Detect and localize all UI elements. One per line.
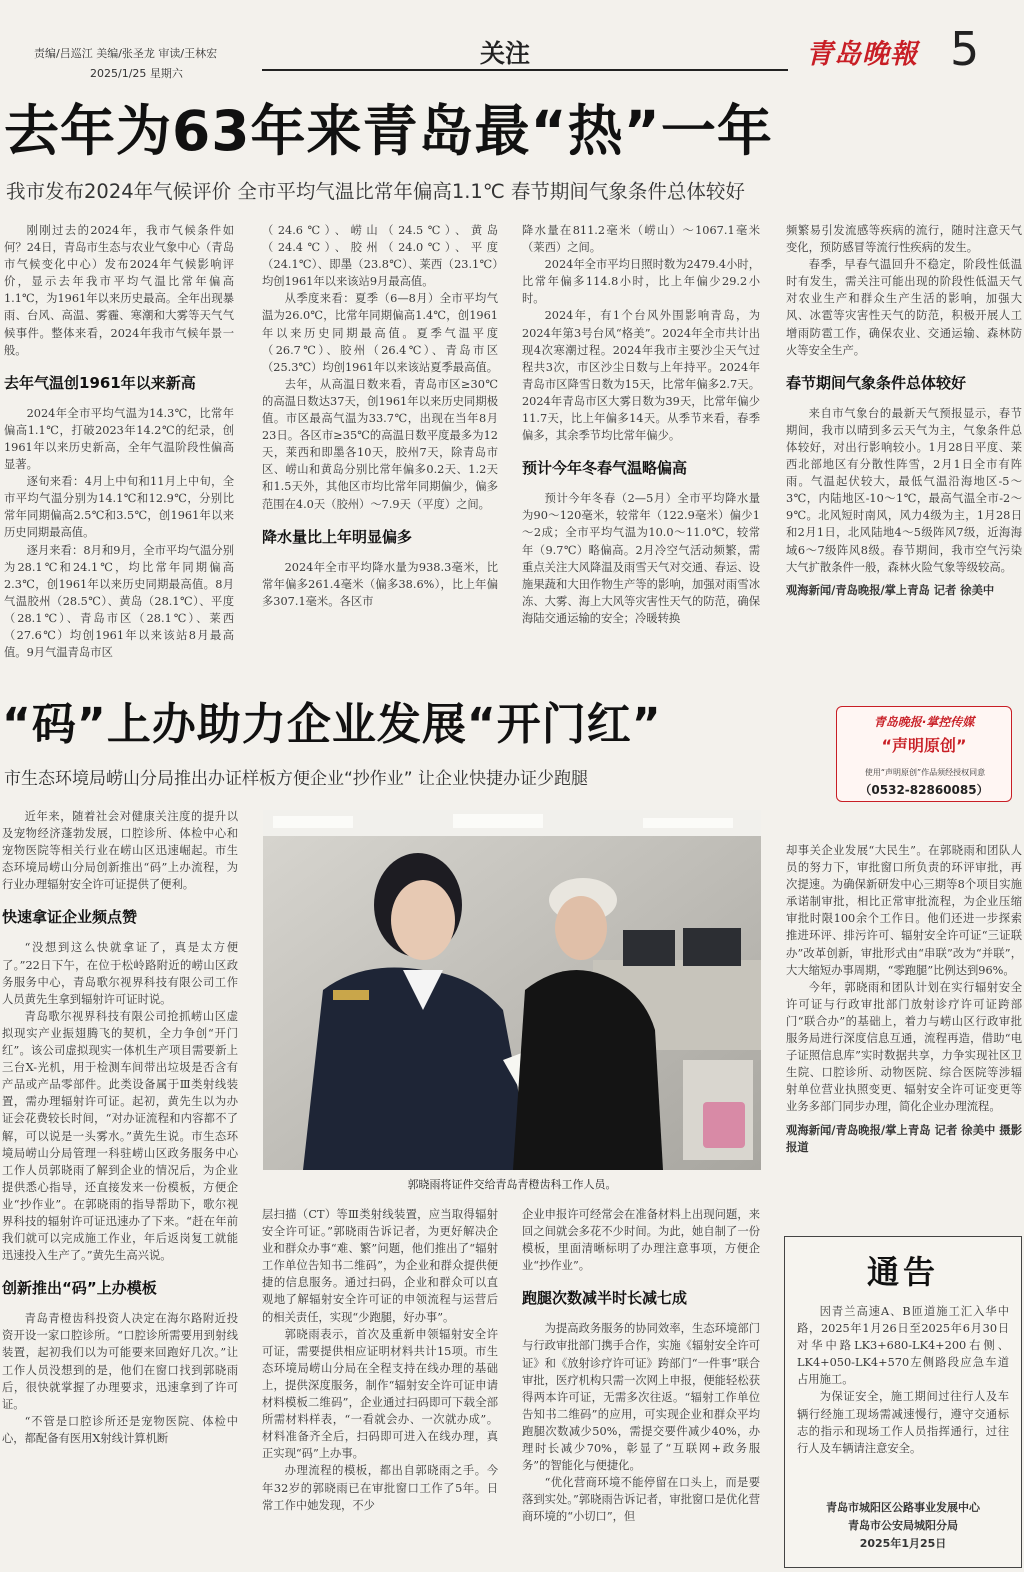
article1-title: 去年为63年来青岛最“热”一年 [4,99,773,163]
article1-subtitle: 我市发布2024年气候评价 全市平均气温比常年偏高1.1℃ 春节期间气象条件总体较好 [6,180,745,203]
article2-byline: 观海新闻/青岛晚报/掌上青岛 记者 徐美中 摄影报道 [786,1123,1022,1154]
paragraph: 从季度来看：夏季（6—8月）全市平均气温为26.0℃，比常年同期偏高1.4℃，创1961年以来历史同期最高值。夏季气温平度（26.7℃）、胶州（26.4℃）、青岛市区（25.3℃）均创1961年以来该站夏季最高值。 [262,292,498,374]
issue-date: 2025/1/25 星期六 [90,67,183,80]
stamp-brand: 青岛晚报·掌控传媒 [873,715,975,729]
article1-heading-forecast: 预计今年冬春气温略偏高 [522,459,688,478]
original-statement-stamp [836,706,1012,802]
notice-body [785,1293,1021,1529]
stamp-phone: （0532-82860085） [859,783,989,797]
article1-byline: 观海新闻/青岛晚报/掌上青岛 记者 徐美中 [786,583,995,597]
article1-column-2 [262,222,498,674]
traffic-notice [784,1236,1022,1568]
notice-title: 通告 [866,1253,939,1291]
photo-illustration [263,810,761,1170]
news-photo [263,810,761,1170]
paragraph: （24.6℃）、崂山（24.5℃）、黄岛（24.4℃）、胶州（24.0℃）、平度（24.1℃）、即墨（23.8℃）、莱西（23.1℃）均创1961年以来该站9月最高值。 [262,224,498,289]
paragraph: 频繁易引发流感等疾病的流行，随时注意天气变化，预防感冒等流行性疾病的发生。 [786,224,1022,255]
paragraph: 办理流程的模板，都出自郭晓雨之手。今年32岁的郭晓雨已在审批窗口工作了5年。日常工作中她发现，不少 [262,1464,498,1512]
article2-subtitle: 市生态环境局崂山分局推出办证样板方便企业“抄作业” 让企业快捷办证少跑腿 [4,769,589,789]
paragraph: “没想到这么快就拿证了，真是太方便了。”22日下午，在位于松岭路附近的崂山区政务服务中心，青岛歌尔视界科技有限公司工作人员黄先生拿到辐射许可证时说。 [2,941,238,1006]
stamp-label: “声明原创” [881,736,967,755]
paragraph: 预计今年冬春（2—5月）全市平均降水量为90～120毫米，较常年（122.9毫米）偏少1～2成；全市平均气温为10.0～11.0℃，较常年（9.7℃）略偏高。2月冷空气活动频繁，需重点关注大风降温及雨雪天气对交通、春运、设施果蔬和大田作物生产等的影响，加强对雨雪冰冻、大雾、海上大风等灾害性天气的防范，确保海陆交通运输的安全；冷暖转换 [522,492,760,625]
article2-heading-template: 创新推出“码”上办模板 [2,1279,157,1298]
paragraph: 2024年全市平均日照时数为2479.4小时，比常年偏多114.8小时，比上年偏少29.2小时。 [522,258,760,306]
article1-column-3 [522,222,760,674]
article1-intro: 刚刚过去的2024年，我市气候条件如何？24日，青岛市生态与农业气象中心（青岛市气候变化中心）发布2024年气候影响评价，显示去年我市平均气温比常年偏高1.1℃，为1961年以来历史最高。全年出现暴雨、台风、高温、雾霾、寒潮和大雾等天气气候事件。整体来看，2024年我市气候年景一般。 [4,224,234,357]
paragraph: “优化营商环境不能停留在口头上，而是要落到实处。”郭晓雨告诉记者，审批窗口是优化营商环境的“小切口”，但 [522,1476,760,1524]
newspaper-masthead: 青岛晚報 [806,39,918,70]
page-credits [34,44,264,84]
paragraph: 降水量在811.2毫米（崂山）～1067.1毫米（莱西）之间。 [522,224,760,255]
photo-caption: 郭晓雨将证件交给青岛青橙齿科工作人员。 [407,1178,617,1191]
page-number: 5 [950,22,980,76]
article1-heading-rainfall: 降水量比上年明显偏多 [262,527,413,546]
article2-heading-efficiency: 跑腿次数减半时长减七成 [522,1289,688,1308]
paragraph: 春季，早春气温回升不稳定，阶段性低温时有发生，需关注可能出现的阶段性低温天气对农业生产和群众生产生活的影响，加强大风、冰雹等灾害性天气的防范，积极开展人工增雨防雹工作，确保农业、交通运输、森林防火等安全生产。 [786,258,1022,357]
notice-signer-1: 青岛市城阳区公路事业发展中心 [826,1501,980,1514]
article2-column-4 [786,842,1022,1232]
paragraph: 郭晓雨表示，首次及重新申领辐射安全许可证，需要提供相应证明材料共计15项。市生态环境局崂山分局在全程支持在线办理的基础上，提供深度服务，制作“辐射安全许可证申请材料模板二维码”，企业通过扫码即可下载全部所需材料样表，“一看就会办、一次就办成”。材料准备齐全后，扫码即可进入在线办理，真正实现“码”上办事。 [262,1327,498,1461]
paragraph: 2024年全市平均降水量为938.3毫米，比常年偏多261.4毫米（偏多38.6%），比上年偏多307.1毫米。各区市 [262,560,498,608]
article2-heading-fast-license: 快速拿证企业频点赞 [2,908,138,927]
paragraph: 企业申报许可经常会在准备材料上出现问题，来回之间就会多花不少时间。为此，她自制了一份模板，里面清晰标明了办理注意事项，方便企业“抄作业”。 [522,1208,760,1273]
article2-title: “码”上办助力企业发展“开门红” [2,699,662,750]
notice-date: 2025年1月25日 [859,1537,947,1550]
article1-column-1 [4,222,234,674]
paragraph: 逐月来看：8月和9月，全市平均气温分别为28.1℃和24.1℃，均比常年同期偏高2.3℃，创1961年以来历史同期最高值。8月气温胶州（28.5℃）、黄岛（28.1℃）、平度（28.1℃）、青岛市区（28.1℃）、莱西（27.6℃）均创1961年以来该站8月最高值。9月气温青岛市区 [4,543,234,660]
paragraph: 2024年全市平均气温为14.3℃，比常年偏高1.1℃，打破2023年14.2℃的纪录，创1961年以来历史新高，全年气温阶段性偏高显著。 [4,406,234,472]
article2-intro: 近年来，随着社会对健康关注度的提升以及宠物经济蓬勃发展，口腔诊所、体检中心和宠物医院等相关行业在崂山区迅速崛起。市生态环境局崂山分局创新推出“码”上办流程，为行业办理辐射安全许可证提供了便利。 [2,810,238,892]
article2-column-2 [262,1206,498,1572]
paragraph: 为提高政务服务的协同效率，生态环境部门与行政审批部门携手合作，实施《辐射安全许可证》和《放射诊疗许可证》跨部门“一件事”联合审批，医疗机构只需一次网上申报，便能轻松获得两本许可证，无需多次往返。“辐射工作单位告知书二维码”的应用，可实现企业和群众平均跑腿次数减少50%，需提交要件减少40%，办理时长减少70%，彰显了“互联网+政务服务”的智能化与便捷化。 [522,1322,760,1473]
article2-column-1 [2,808,238,1572]
paragraph: 层扫描（CT）等Ⅲ类射线装置，应当取得辐射安全许可证。”郭晓雨告诉记者，为更好解决企业和群众办事“难、繁”问题，他们推出了“辐射工作单位告知书二维码”，为企业和群众提供便捷的信息服务。通过扫码，企业和群众可以直观地了解辐射安全许可证的申领流程与运营后的相关责任，实现“少跑腿，好办事”。 [262,1208,498,1324]
paragraph: 逐旬来看：4月上中旬和11月上中旬，全市平均气温分别为14.1℃和12.9℃，分别比常年同期偏高2.5℃和3.5℃，创1961年以来历史同期最高值。 [4,475,234,540]
notice-signatures [785,1499,1021,1553]
article1-heading-spring-festival: 春节期间气象条件总体较好 [786,373,967,392]
paragraph: 来自市气象台的最新天气预报显示，春节期间，我市以晴到多云天气为主，气象条件总体较好，对出行影响较小。1月28日平度、莱西北部地区有分散性阵雪，2月1日全市有阵雨。气温起伏较大，最低气温沿海地区-5～3℃，内陆地区-10～1℃，最高气温全市-2～9℃。北风短时南风，风力4级为主，1月28日和2月1日，北风陆地4～5级阵风7级，近海海域6～7级阵风8级。春节期间，我市空气污染大气扩散条件一般，森林火险气象等级较高。 [786,406,1022,574]
paragraph: 青岛青橙齿科投资人决定在海尔路附近投资开设一家口腔诊所。“口腔诊所需要用到射线装置，起初我们以为可能要来回跑好几次。”让工作人员没想到的是，他们在窗口找到郭晓雨后，很快就掌握了办理要求，迅速拿到了许可证。 [2,1312,238,1411]
paragraph: 因青兰高速A、B匝道施工汇入华中路，2025年1月26日至2025年6月30日对华中路LK3+680-LK4+200右侧、LK4+050-LK4+570左侧路段应急车道占用施工。 [797,1305,1009,1387]
article1-column-4 [786,222,1022,674]
section-name: 关注 [480,39,531,68]
paragraph: 却事关企业发展“大民生”。在郭晓雨和团队人员的努力下，审批窗口所负责的环评审批，再次提速。为确保新研发中心三期等8个项目实施承诺制审批，相比正常审批流程，为企业压缩审批时限100余个工作日。他们还进一步探索推进环评、排污许可、辐射安全许可证“三证联办”改革创新，审批形式由“串联”改为“并联”，大大缩短办事周期，“零跑腿”比例达到96%。 [786,844,1022,977]
paragraph: 为保证安全，施工期间过往行人及车辆行经施工现场需减速慢行，遵守交通标志的指示和现场工作人员指挥通行，过往行人及车辆请注意安全。 [797,1390,1009,1455]
paragraph: 青岛歌尔视界科技有限公司抢抓崂山区虚拟现实产业振翅腾飞的契机，全力争创“开门红”。该公司虚拟现实一体机生产项目需要新上三台X-光机，用于检测车间带出垃圾是否含有产品或产品零部件。此类设备属于Ⅲ类射线装置，需办理辐射许可证。起初，黄先生以为办证会花费较长时间，“对办证流程和内容都不了解，可以说是一头雾水。”黄先生说。市生态环境局崂山分局管理一科驻崂山区政务服务中心工作人员郭晓雨了解到企业的情况后，为企业提供悉心指导，还直接发来一份模板，方便企业“抄作业”。在郭晓雨的指导帮助下，歌尔视界科技的辐射许可证迅速办了下来。“赶在年前我们就可以完成施工作业，年后返岗复工就能迅速投入生产了。”黄先生高兴说。 [2,1009,238,1263]
notice-signer-2: 青岛市公安局城阳分局 [848,1519,958,1532]
stamp-note: 使用“声明原创”作品须经授权同意 [864,768,986,777]
paragraph: 去年，从高温日数来看，青岛市区≥30℃的高温日数达37天，创1961年以来历史同期极值。市区最高气温为33.7℃，出现在当年8月23日。各区市≥35℃的高温日数平度最多为12天，莱西和即墨各10天，胶州7天，除青岛市区、崂山和黄岛分别比常年偏多0.2天、1.2天和1.5天外，其他区市均比常年同期偏少，偏多范围在4.0天（胶州）～7.9天（平度）之间。 [262,377,498,511]
editor-credits: 责编/吕巡江 美编/张圣龙 审读/王林宏 [34,47,218,60]
paragraph: “不管是口腔诊所还是宠物医院、体检中心，都配备有医用X射线计算机断 [2,1414,238,1445]
article1-heading-temperature: 去年气温创1961年以来新高 [4,373,196,392]
paragraph: 今年，郭晓雨和团队计划在实行辐射安全许可证与行政审批部门放射诊疗许可证跨部门“联合办”的基础上，着力与崂山区行政审批服务局进行深度信息互通，流程再造，借助“电子证照信息库”实时数据共享，力争实现社区卫生院、口腔诊所、动物医院、综合医院等涉辐射单位营业执照变更、辐射安全许可证变更等业务多部门同步办理，简化企业办理流程。 [786,980,1022,1114]
article2-column-3 [522,1206,760,1572]
paragraph: 2024年，有1个台风外围影响青岛，为2024年第3号台风“格美”。2024年全市共计出现4次寒潮过程。2024年我市主要沙尘天气过程共3次，市区沙尘日数与上年持平。2024年青岛市区降雪日数为15天，比常年偏多2.7天。2024年青岛市区大雾日数为39天，比常年偏少11.7天，比上年偏多14天。从季节来看，春季偏多，其余季节均比常年偏少。 [522,309,760,443]
